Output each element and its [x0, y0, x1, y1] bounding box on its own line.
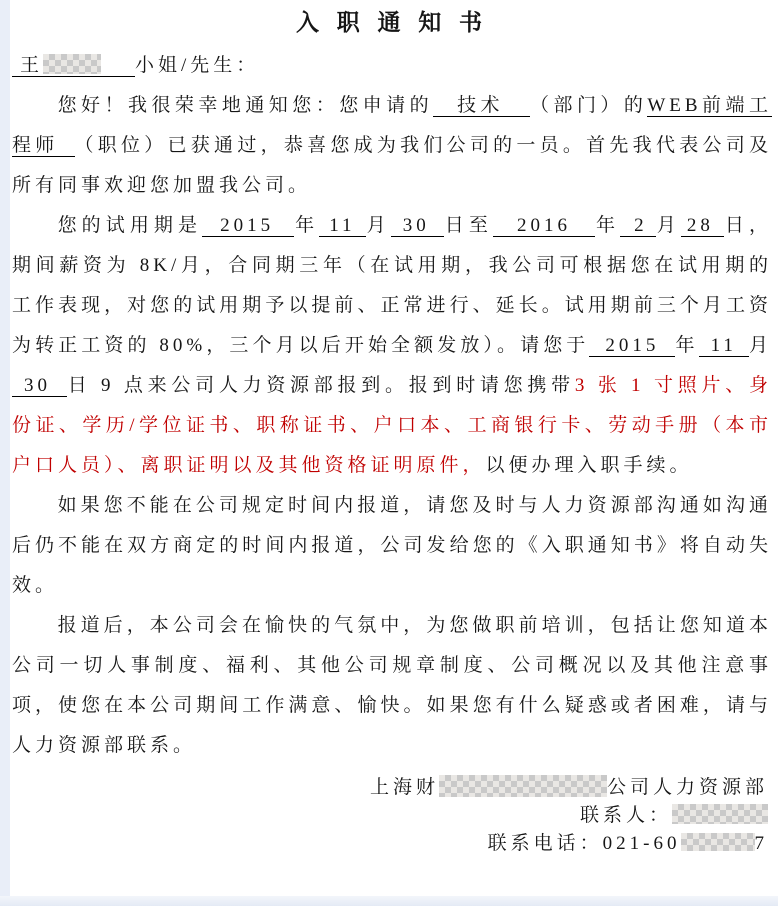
paragraph-intro — [12, 86, 772, 206]
start-day-blank: 30 — [391, 215, 444, 237]
page-left-edge — [0, 0, 10, 906]
probation-text-1: 您的试用期是 — [57, 215, 203, 236]
unit-month-1: 月 — [365, 215, 391, 236]
document-content — [10, 0, 778, 896]
end-day-blank: 28 — [681, 215, 724, 237]
redacted-phone-mosaic — [681, 833, 755, 851]
required-documents-list: 3 张 1 寸照片、身份证、学历/学位证书、职称证书、户口本、工商银行卡、劳动手册（本市户口人员）、离职证明以及其他资格证明原件， — [12, 375, 772, 476]
probation-text-2: 日，期间薪资为 8K/月，合同期三年（在试用期，我公司可根据您在试用期的工作表现，对您的试用期予以提前、正常进行、延长。试用期前三个月工资为转正工资的 80%，三个月以后开始全额发放）。请您于 — [12, 215, 772, 356]
paragraph-probation — [12, 206, 772, 486]
phone-number-tail: 7 — [754, 833, 768, 854]
department-blank: 技术 — [433, 95, 530, 117]
recipient-name-blank — [12, 55, 135, 77]
probation-text-4: 以便办理入职手续。 — [485, 455, 693, 476]
intro-text-1: 您好！我很荣幸地通知您：您申请的 — [57, 95, 434, 116]
signature-phone-line — [12, 830, 768, 858]
unit-year-3: 年 — [675, 335, 699, 356]
document-title: 入 职 通 知 书 — [296, 10, 488, 35]
end-year-blank: 2016 — [493, 215, 595, 237]
position-blank: WEB前端工程师 — [12, 95, 772, 156]
company-name-suffix: 公司人力资源部 — [606, 777, 768, 798]
redacted-company-mosaic — [439, 775, 607, 797]
end-month-blank: 2 — [620, 215, 656, 237]
start-month-blank: 11 — [319, 215, 365, 237]
start-year-blank: 2015 — [202, 215, 294, 237]
unit-year-2: 年 — [594, 215, 621, 236]
recipient-surname: 王 — [20, 55, 44, 76]
unit-year-1: 年 — [294, 215, 320, 236]
contact-label: 联系人： — [579, 805, 672, 826]
page-bottom-edge — [0, 896, 778, 906]
unit-month-3: 月 — [748, 335, 772, 356]
probation-text-3: 日 9 点来公司人力资源部报到。报到时请您携带 — [67, 375, 575, 396]
unit-month-2: 月 — [655, 215, 681, 236]
company-name-prefix: 上海财 — [369, 777, 439, 798]
phone-number-visible: 021-60 — [602, 833, 681, 854]
salutation-line — [12, 46, 772, 86]
intro-text-3: （职位）已获通过，恭喜您成为我们公司的一员。首先我代表公司及所有同事欢迎您加盟我公司。 — [12, 135, 772, 196]
salutation-suffix: 小姐/先生： — [135, 55, 260, 76]
paragraph-training: 报道后，本公司会在愉快的气氛中，为您做职前培训，包括让您知道本公司一切人事制度、福利、其他公司规章制度、公司概况以及其他注意事项，使您在本公司期间工作满意、愉快。如果您有什么疑惑或者困难，请与人力资源部联系。 — [12, 615, 772, 756]
report-year-blank: 2015 — [589, 335, 675, 357]
redacted-contact-mosaic — [672, 804, 768, 824]
redacted-name-mosaic — [43, 54, 101, 74]
unit-day-to: 日至 — [443, 215, 493, 236]
signature-company-line — [12, 774, 768, 802]
signature-contact-line — [12, 802, 768, 830]
phone-label: 联系电话： — [487, 833, 603, 854]
intro-text-2: （部门）的 — [530, 95, 648, 116]
signature-block — [12, 774, 772, 858]
report-day-blank: 30 — [12, 375, 67, 397]
report-month-blank: 11 — [699, 335, 749, 357]
paragraph-no-show: 如果您不能在公司规定时间内报道，请您及时与人力资源部沟通如沟通后仍不能在双方商定的时间内报道，公司发给您的《入职通知书》将自动失效。 — [12, 495, 772, 596]
